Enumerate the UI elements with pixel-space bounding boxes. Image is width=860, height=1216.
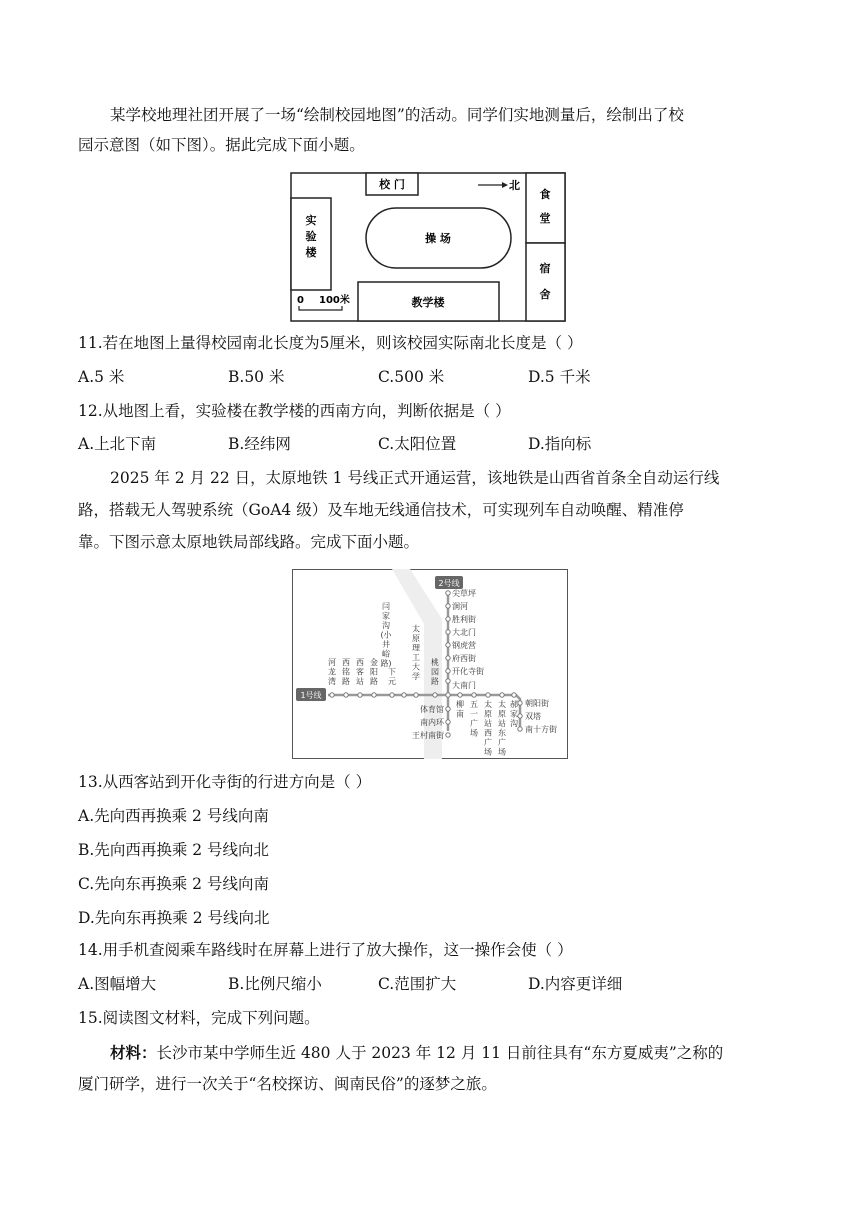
canteen-label-2: 堂 (539, 212, 551, 225)
q12-option-d[interactable]: D.指向标 (528, 435, 592, 453)
station-dot-west-3 (372, 693, 376, 697)
material-line2: 厦门研学，进行一次关于“名校探访、闽南民俗”的逐梦之旅。 (78, 1075, 497, 1093)
station-label-west-6-char-2: 理 (412, 643, 420, 653)
station-dot-north-6 (446, 669, 450, 673)
station-label-north-4: 钢虎营 (452, 641, 476, 650)
q13-option-d[interactable]: D.先向东再换乘 2 号线向北 (78, 909, 270, 927)
station-label-west-7-char-1: 园 (431, 667, 439, 677)
station-label-west-0-char-0: 河 (328, 658, 336, 667)
station-label-east-2-char-2: 站 (484, 719, 492, 728)
intro-paragraph-1 (78, 100, 782, 160)
station-label-east-1-char-1: 一 (470, 709, 478, 719)
station-dot-right-0 (518, 701, 522, 705)
question-14 (78, 935, 782, 965)
station-dot-west-6 (414, 693, 418, 697)
station-label-north-1: 涧河 (452, 602, 468, 611)
station-label-west-6-char-0: 太 (412, 624, 420, 634)
station-dot-west-2 (358, 693, 362, 697)
station-label-east-3-char-3: 东 (498, 728, 506, 738)
station-label-north-5: 府西街 (452, 654, 476, 663)
station-label-east-2-char-4: 广 (484, 738, 492, 747)
station-dot-dananmen (446, 679, 450, 683)
lab-label-1: 实 (305, 214, 317, 227)
station-label-west-3-char-0: 金 (370, 658, 378, 667)
station-label-west-4-char-1: 元 (388, 677, 396, 686)
question-15 (78, 1003, 782, 1033)
station-label-west-6-char-1: 原 (412, 634, 420, 643)
station-dot-east-0 (458, 693, 462, 697)
station-label-west-1-char-2: 路 (342, 677, 350, 686)
station-label-north-0: 尖草坪 (452, 589, 476, 598)
station-label-dananmen: 大南门 (452, 681, 476, 690)
station-label-right-2: 南十方街 (525, 725, 557, 734)
station-label-west-5-char-3: (小 (380, 630, 392, 640)
intro1-line2: 园示意图（如下图）。据此完成下面小题。 (78, 136, 365, 154)
station-dot-north-5 (446, 656, 450, 660)
question-11 (78, 328, 782, 358)
lab-label-2: 验 (305, 230, 317, 243)
scale-zero: 0 (297, 295, 304, 306)
station-dot-south-1 (446, 720, 450, 724)
dormitory (526, 243, 565, 321)
station-label-west-5-char-6: 路) (380, 659, 392, 668)
q15-material (78, 1037, 782, 1100)
station-dot-east-1 (472, 693, 476, 697)
station-label-right-1: 双塔 (525, 712, 541, 721)
teaching-label: 教学楼 (411, 296, 445, 309)
q14-option-a[interactable]: A.图幅增大 (78, 975, 157, 993)
playground-label: 操 场 (425, 232, 451, 245)
q12-stem: 12.从地图上看，实验楼在教学楼的西南方向，判断依据是（ ） (78, 402, 511, 420)
station-label-east-3-char-0: 太 (498, 700, 506, 709)
north-label: 北 (509, 179, 520, 192)
lab-label-3: 楼 (305, 246, 317, 259)
gate-label: 校 门 (379, 178, 405, 191)
scale-text: 100米 (319, 295, 350, 306)
canteen-label-1: 食 (539, 188, 551, 201)
station-dot-west-1 (344, 693, 348, 697)
dorm-label-1: 宿 (539, 262, 551, 275)
station-label-west-6-char-3: 工 (412, 653, 420, 662)
dorm-label-2: 舍 (539, 288, 551, 301)
q11-option-b[interactable]: B.50 米 (228, 368, 285, 386)
intro1-line1: 某学校地理社团开展了一场“绘制校园地图”的活动。同学们实地测量后，绘制出了校 (110, 106, 684, 124)
station-label-west-3-char-2: 路 (370, 677, 378, 686)
material-line1: 长沙市某中学师生近 480 人于 2023 年 12 月 11 日前往具有“东方夏威夷”之称的 (156, 1044, 724, 1062)
canteen (526, 173, 565, 243)
q13-stem: 13.从西客站到开化寺街的行进方向是（ ） (78, 773, 372, 791)
station-dot-north-1 (446, 604, 450, 608)
station-label-west-5-char-0: 闫 (382, 602, 390, 611)
station-label-west-5-char-2: 沟 (382, 621, 390, 630)
station-label-east-0-char-0: 柳 (456, 700, 464, 709)
station-dot-west-5 (402, 693, 406, 697)
station-label-south-1: 南内环 (420, 718, 444, 727)
station-label-north-2: 胜利街 (452, 615, 476, 624)
station-dot-east-3 (500, 693, 504, 697)
station-label-east-3-char-5: 场 (498, 747, 506, 757)
station-label-north-3: 大北门 (452, 628, 476, 637)
q14-option-b[interactable]: B.比例尺缩小 (228, 975, 322, 993)
intro2-line1: 2025 年 2 月 22 日，太原地铁 1 号线正式开通运营，该地铁是山西省首条全自动运行线 (110, 469, 720, 487)
station-label-south-0: 体育馆 (420, 705, 444, 714)
station-label-west-2-char-0: 西 (356, 658, 364, 667)
station-label-west-5-char-4: 井 (382, 640, 390, 649)
station-label-east-4-char-0: 郝 (510, 700, 518, 709)
question-13 (78, 767, 782, 933)
q13-option-c[interactable]: C.先向东再换乘 2 号线向南 (78, 875, 269, 893)
station-label-east-3-char-1: 原 (498, 709, 506, 719)
q14-options (78, 969, 782, 999)
station-dot-north-2 (446, 617, 450, 621)
station-label-east-4-char-2: 沟 (510, 719, 518, 728)
q13-option-b[interactable]: B.先向西再换乘 2 号线向北 (78, 841, 270, 859)
q12-options (78, 429, 782, 459)
station-dot-right-2 (518, 727, 522, 731)
station-label-west-1-char-1: 铭 (342, 667, 350, 677)
station-dot-north-4 (446, 643, 450, 647)
station-label-east-0-char-1: 南 (456, 709, 464, 719)
station-label-west-3-char-1: 阳 (370, 667, 378, 677)
q14-stem: 14.用手机查阅乘车路线时在屏幕上进行了放大操作，这一操作会使（ ） (78, 941, 573, 959)
station-label-west-5-char-5: 峪 (382, 649, 390, 659)
intro2-line3: 靠。下图示意太原地铁局部线路。完成下面小题。 (78, 533, 420, 551)
station-label-west-2-char-2: 站 (356, 677, 364, 686)
station-label-east-1-char-3: 场 (470, 728, 478, 738)
material-label: 材料： (110, 1043, 157, 1062)
q11-option-d[interactable]: D.5 千米 (528, 368, 591, 386)
station-dot-interchange (446, 693, 450, 697)
station-label-west-0-char-2: 湾 (328, 677, 336, 686)
station-label-west-2-char-1: 客 (356, 667, 364, 677)
line2-badge-text: 2号线 (438, 579, 460, 588)
station-label-west-7-char-0: 桃 (431, 658, 439, 667)
intro2-line2: 路，搭载无人驾驶系统（GoA4 级）及车地无线通信技术，可实现列车自动唤醒、精准停 (78, 501, 684, 519)
station-dot-west-0 (330, 693, 334, 697)
station-label-east-2-char-3: 西 (484, 728, 492, 738)
station-label-west-1-char-0: 西 (342, 658, 350, 667)
q14-option-d[interactable]: D.内容更详细 (528, 975, 623, 993)
station-label-east-2-char-1: 原 (484, 709, 492, 719)
station-label-west-6-char-4: 大 (412, 662, 420, 672)
q14-option-c[interactable]: C.范围扩大 (378, 975, 457, 993)
station-label-east-2-char-0: 太 (484, 700, 492, 709)
line1-badge-text: 1号线 (300, 691, 322, 700)
lab-building (291, 198, 331, 290)
station-label-east-1-char-0: 五 (470, 700, 478, 709)
q11-stem: 11.若在地图上量得校园南北长度为5厘米，则该校园实际南北长度是（ ） (78, 334, 583, 352)
station-label-west-7-char-2: 路 (431, 677, 439, 686)
station-dot-west-4 (390, 693, 394, 697)
intro-paragraph-2 (78, 462, 782, 558)
q15-stem: 15.阅读图文材料，完成下列问题。 (78, 1009, 320, 1027)
station-dot-east-4 (512, 693, 516, 697)
station-dot-north-3 (446, 630, 450, 634)
station-dot-north-0 (446, 591, 450, 595)
station-dot-south-0 (446, 707, 450, 711)
q12-option-b[interactable]: B.经纬网 (228, 435, 291, 453)
station-label-south-2: 王村南街 (412, 731, 444, 740)
station-label-east-1-char-2: 广 (470, 719, 478, 728)
station-dot-south-2 (446, 733, 450, 737)
station-dot-west-7 (433, 693, 437, 697)
station-dot-east-2 (486, 693, 490, 697)
station-label-north-6: 开化寺街 (452, 667, 484, 676)
station-label-east-3-char-2: 站 (498, 719, 506, 728)
station-label-east-4-char-1: 家 (510, 709, 518, 719)
station-label-west-5-char-1: 家 (382, 611, 390, 621)
metro-map (292, 569, 568, 759)
question-12 (78, 396, 782, 426)
q11-option-a[interactable]: A.5 米 (78, 368, 125, 386)
station-dot-right-1 (518, 714, 522, 718)
station-label-east-3-char-4: 广 (498, 738, 506, 747)
q11-options (78, 362, 782, 392)
station-label-west-0-char-1: 龙 (328, 667, 336, 677)
q13-option-a[interactable]: A.先向西再换乘 2 号线向南 (78, 807, 269, 825)
station-label-west-6-char-5: 学 (412, 672, 420, 681)
campus-map (290, 172, 566, 322)
q11-option-c[interactable]: C.500 米 (378, 368, 445, 386)
q12-option-c[interactable]: C.太阳位置 (378, 435, 457, 453)
station-label-west-4-char-0: 下 (388, 667, 396, 677)
station-label-east-2-char-5: 场 (484, 747, 492, 757)
q12-option-a[interactable]: A.上北下南 (78, 435, 157, 453)
station-label-right-0: 朝阳街 (525, 699, 549, 708)
